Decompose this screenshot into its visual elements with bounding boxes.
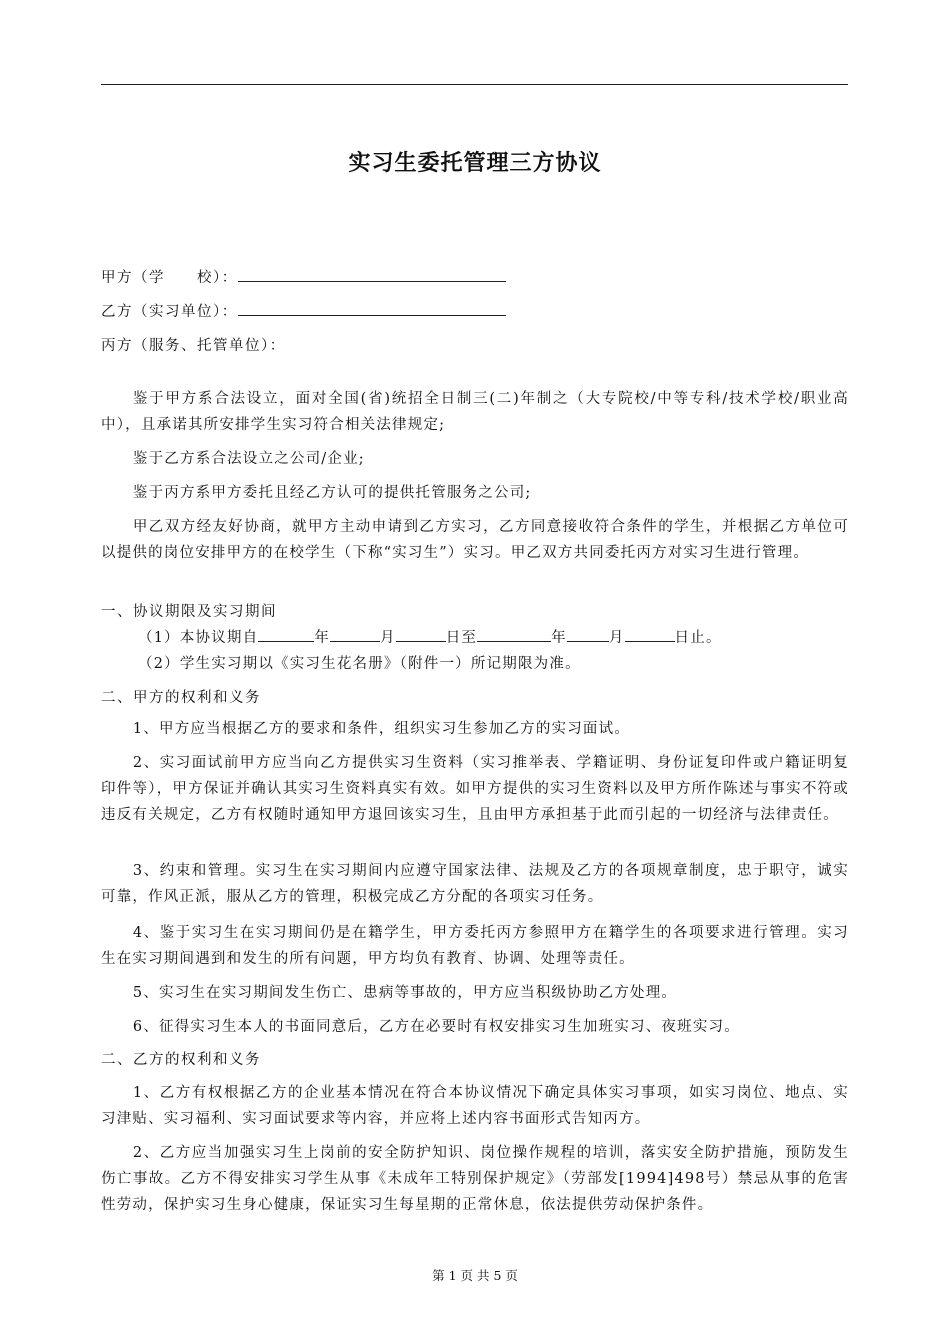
party-a-clause-6: 6、征得实习生本人的书面同意后，乙方在必要时有权安排实习生加班实习、夜班实习。 (132, 1019, 740, 1035)
party-b-line (101, 300, 506, 321)
term-month-1: 月 (380, 630, 396, 646)
party-b-label: 乙方（实习单位）： (101, 304, 238, 320)
term-month-2: 月 (608, 630, 625, 646)
term-day-end: 日止。 (674, 630, 722, 646)
section-3-heading: 二、乙方的权利和义务 (101, 1052, 261, 1068)
section-1-heading: 一、协议期限及实习期间 (101, 604, 277, 620)
party-b-clause-2: 2、乙方应当加强实习生上岗前的安全防护知识、岗位操作规程的培训，落实安全防护措施，预防发生伤亡事故。乙方不得安排实习学生从事《未成年工特别保护规定》（劳部发[1994]498号）禁忌从事的危害性劳动，保护实习生身心健康，保证实习生每星期的正常休息，依法提供劳动保护条件。 (101, 1145, 849, 1213)
party-a-clause-4: 4、鉴于实习生在实习期间仍是在籍学生，甲方委托丙方参照甲方在籍学生的各项要求进行管理。实习生在实习期间遇到和发生的所有问题，甲方均负有教育、协调、处理等责任。 (101, 925, 849, 967)
party-a-clause-1: 1、甲方应当根据乙方的要求和条件，组织实习生参加乙方的实习面试。 (132, 721, 631, 737)
term-prefix: （1）本协议期自 (138, 630, 259, 646)
party-c-label: 丙方（服务、托管单位）： (101, 338, 286, 354)
term-day-to: 日至 (445, 630, 478, 646)
term-year-1: 年 (314, 630, 331, 646)
party-a-label: 甲方（学 校）： (101, 270, 238, 286)
party-a-clause-2: 2、实习面试前甲方应当向乙方提供实习生资料（实习推举表、学籍证明、身份证复印件或户籍证明复印件等），甲方保证并确认其实习生资料真实有效。如甲方提供的实习生资料以及甲方所作陈述与事实不符或违反有关规定，乙方有权随时通知甲方退回该实习生，且由甲方承担基于此而引起的一切经济与法律责任。 (101, 755, 849, 823)
end-year-blank[interactable] (477, 627, 551, 642)
start-year-blank[interactable] (258, 627, 314, 642)
internship-period-line: （2）学生实习期以《实习生花名册》（附件一）所记期限为准。 (138, 656, 581, 672)
party-b-clause-1: 1、乙方有权根据乙方的企业基本情况在符合本协议情况下确定具体实习事项，如实习岗位、地点、实习津贴、实习福利、实习面试要求等内容，并应将上述内容书面形式告知丙方。 (101, 1085, 849, 1127)
term-year-2: 年 (551, 630, 567, 646)
page-number-footer: 第 1 页 共 5 页 (432, 1268, 518, 1283)
party-a-blank[interactable] (238, 267, 506, 282)
party-b-blank[interactable] (238, 301, 506, 316)
party-a-clause-3: 3、约束和管理。实习生在实习期间内应遵守国家法律、法规及乙方的各项规章制度，忠于职守，诚实可靠，作风正派，服从乙方的管理，积极完成乙方分配的各项实习任务。 (101, 863, 849, 905)
end-month-blank[interactable] (567, 627, 609, 642)
agreement-term-line (138, 626, 722, 647)
start-month-blank[interactable] (330, 627, 380, 642)
start-day-blank[interactable] (396, 627, 446, 642)
end-day-blank[interactable] (625, 627, 675, 642)
party-a-line (101, 266, 506, 287)
preamble-paragraph-1: 鉴于甲方系合法设立，面对全国(省)统招全日制三(二)年制之（大专院校/中等专科/技术学校/职业高中），且承诺其所安排学生实习符合相关法律规定; (101, 391, 849, 433)
section-2-heading: 二、甲方的权利和义务 (101, 690, 261, 706)
preamble-paragraph-2: 鉴于乙方系合法设立之公司/企业; (132, 451, 365, 467)
header-rule (101, 84, 848, 85)
party-a-clause-5: 5、实习生在实习期间发生伤亡、患病等事故的，甲方应当积级协助乙方处理。 (132, 985, 678, 1001)
preamble-paragraph-4: 甲乙双方经友好协商，就甲方主动申请到乙方实习，乙方同意接收符合条件的学生，并根据乙方单位可以提供的岗位安排甲方的在校学生（下称“实习生”）实习。甲乙双方共同委托丙方对实习生进行管理。 (101, 519, 849, 561)
party-c-line (101, 334, 286, 355)
preamble-paragraph-3: 鉴于丙方系甲方委托且经乙方认可的提供托管服务之公司; (132, 485, 532, 501)
document-title: 实习生委托管理三方协议 (348, 150, 602, 176)
